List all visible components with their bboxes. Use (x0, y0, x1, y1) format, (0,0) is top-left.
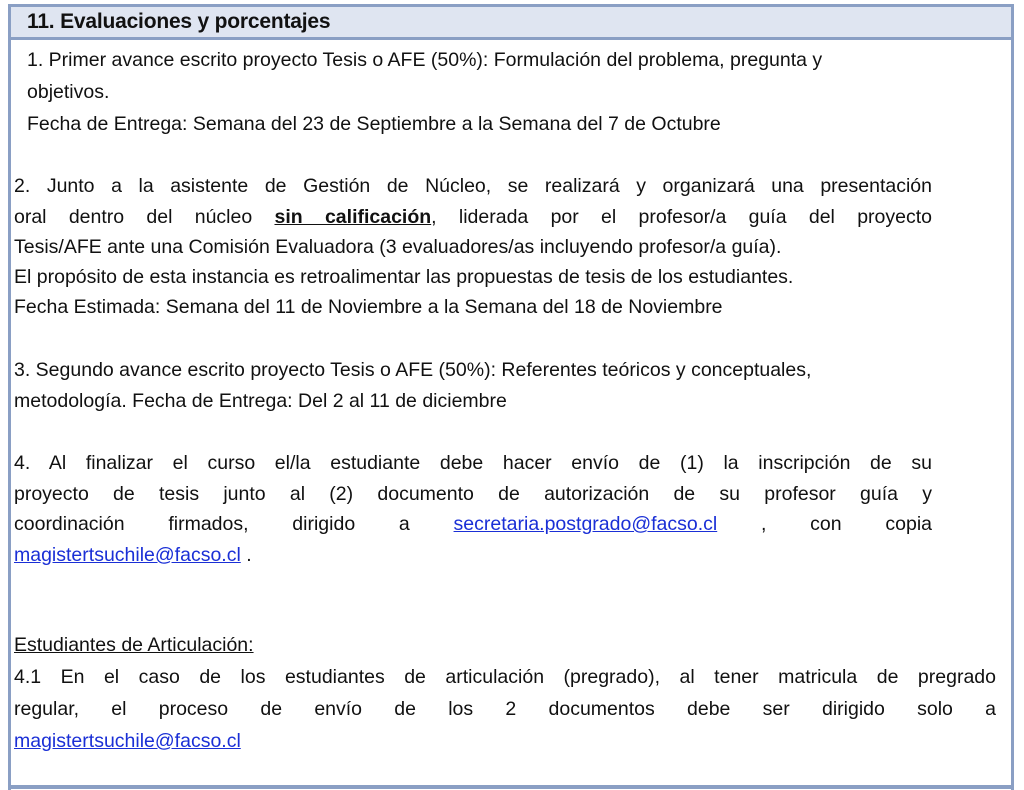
articulacion-line3 (14, 729, 241, 753)
item4-line4 (14, 543, 252, 567)
magister-email-link[interactable]: magistertsuchile@facso.cl (14, 544, 241, 566)
item4-line3-post: , con copia (717, 513, 932, 535)
section-header (11, 7, 1011, 40)
item4-line3-pre: coordinación firmados, dirigido a (14, 513, 454, 535)
articulacion-heading: Estudiantes de Articulación: (14, 634, 254, 656)
item2-line3: Tesis/AFE ante una Comisión Evaluadora (3 evaluadores/as incluyendo profesor/a guía). (14, 236, 782, 258)
item2-line4: El propósito de esta instancia es retroalimentar las propuestas de tesis de los estudiantes. (14, 266, 794, 288)
item1-line1: 1. Primer avance escrito proyecto Tesis o AFE (50%): Formulación del problema, pregunta y (27, 49, 823, 71)
item2-line2 (14, 205, 932, 229)
item2-line2-post: , liderada por el profesor/a guía del proyecto (431, 206, 932, 228)
articulacion-line2: regular, el proceso de envío de los 2 documentos debe ser dirigido solo a (14, 698, 996, 720)
item4-line4-post: . (240, 544, 252, 566)
item4-line1: 4. Al finalizar el curso el/la estudiante debe hacer envío de (1) la inscripción de su (14, 452, 932, 474)
section-title: 11. Evaluaciones y porcentajes (27, 10, 331, 33)
section-bottom-rule (11, 785, 1011, 789)
item3-line1: 3. Segundo avance escrito proyecto Tesis o AFE (50%): Referentes teóricos y conceptuales, (14, 359, 812, 381)
secretaria-email-link[interactable]: secretaria.postgrado@facso.cl (453, 513, 718, 535)
sin-calificacion-emphasis: sin calificación (274, 206, 432, 228)
item2-line5: Fecha Estimada: Semana del 11 de Noviembre a la Semana del 18 de Noviembre (14, 296, 723, 318)
articulacion-line1: 4.1 En el caso de los estudiantes de articulación (pregrado), al tener matricula de pregrado (14, 666, 996, 688)
magister-email-link-articulacion[interactable]: magistertsuchile@facso.cl (14, 730, 241, 752)
item2-line2-pre: oral dentro del núcleo (14, 206, 275, 228)
item3-line2: metodología. Fecha de Entrega: Del 2 al 11 de diciembre (14, 390, 507, 412)
item4-line3 (14, 512, 932, 536)
item2-line1: 2. Junto a la asistente de Gestión de Núcleo, se realizará y organizará una presentación (14, 175, 932, 197)
item1-line3: Fecha de Entrega: Semana del 23 de Septiembre a la Semana del 7 de Octubre (27, 113, 721, 135)
item1-line2: objetivos. (27, 81, 110, 103)
item4-line2: proyecto de tesis junto al (2) documento de autorización de su profesor guía y (14, 483, 932, 505)
